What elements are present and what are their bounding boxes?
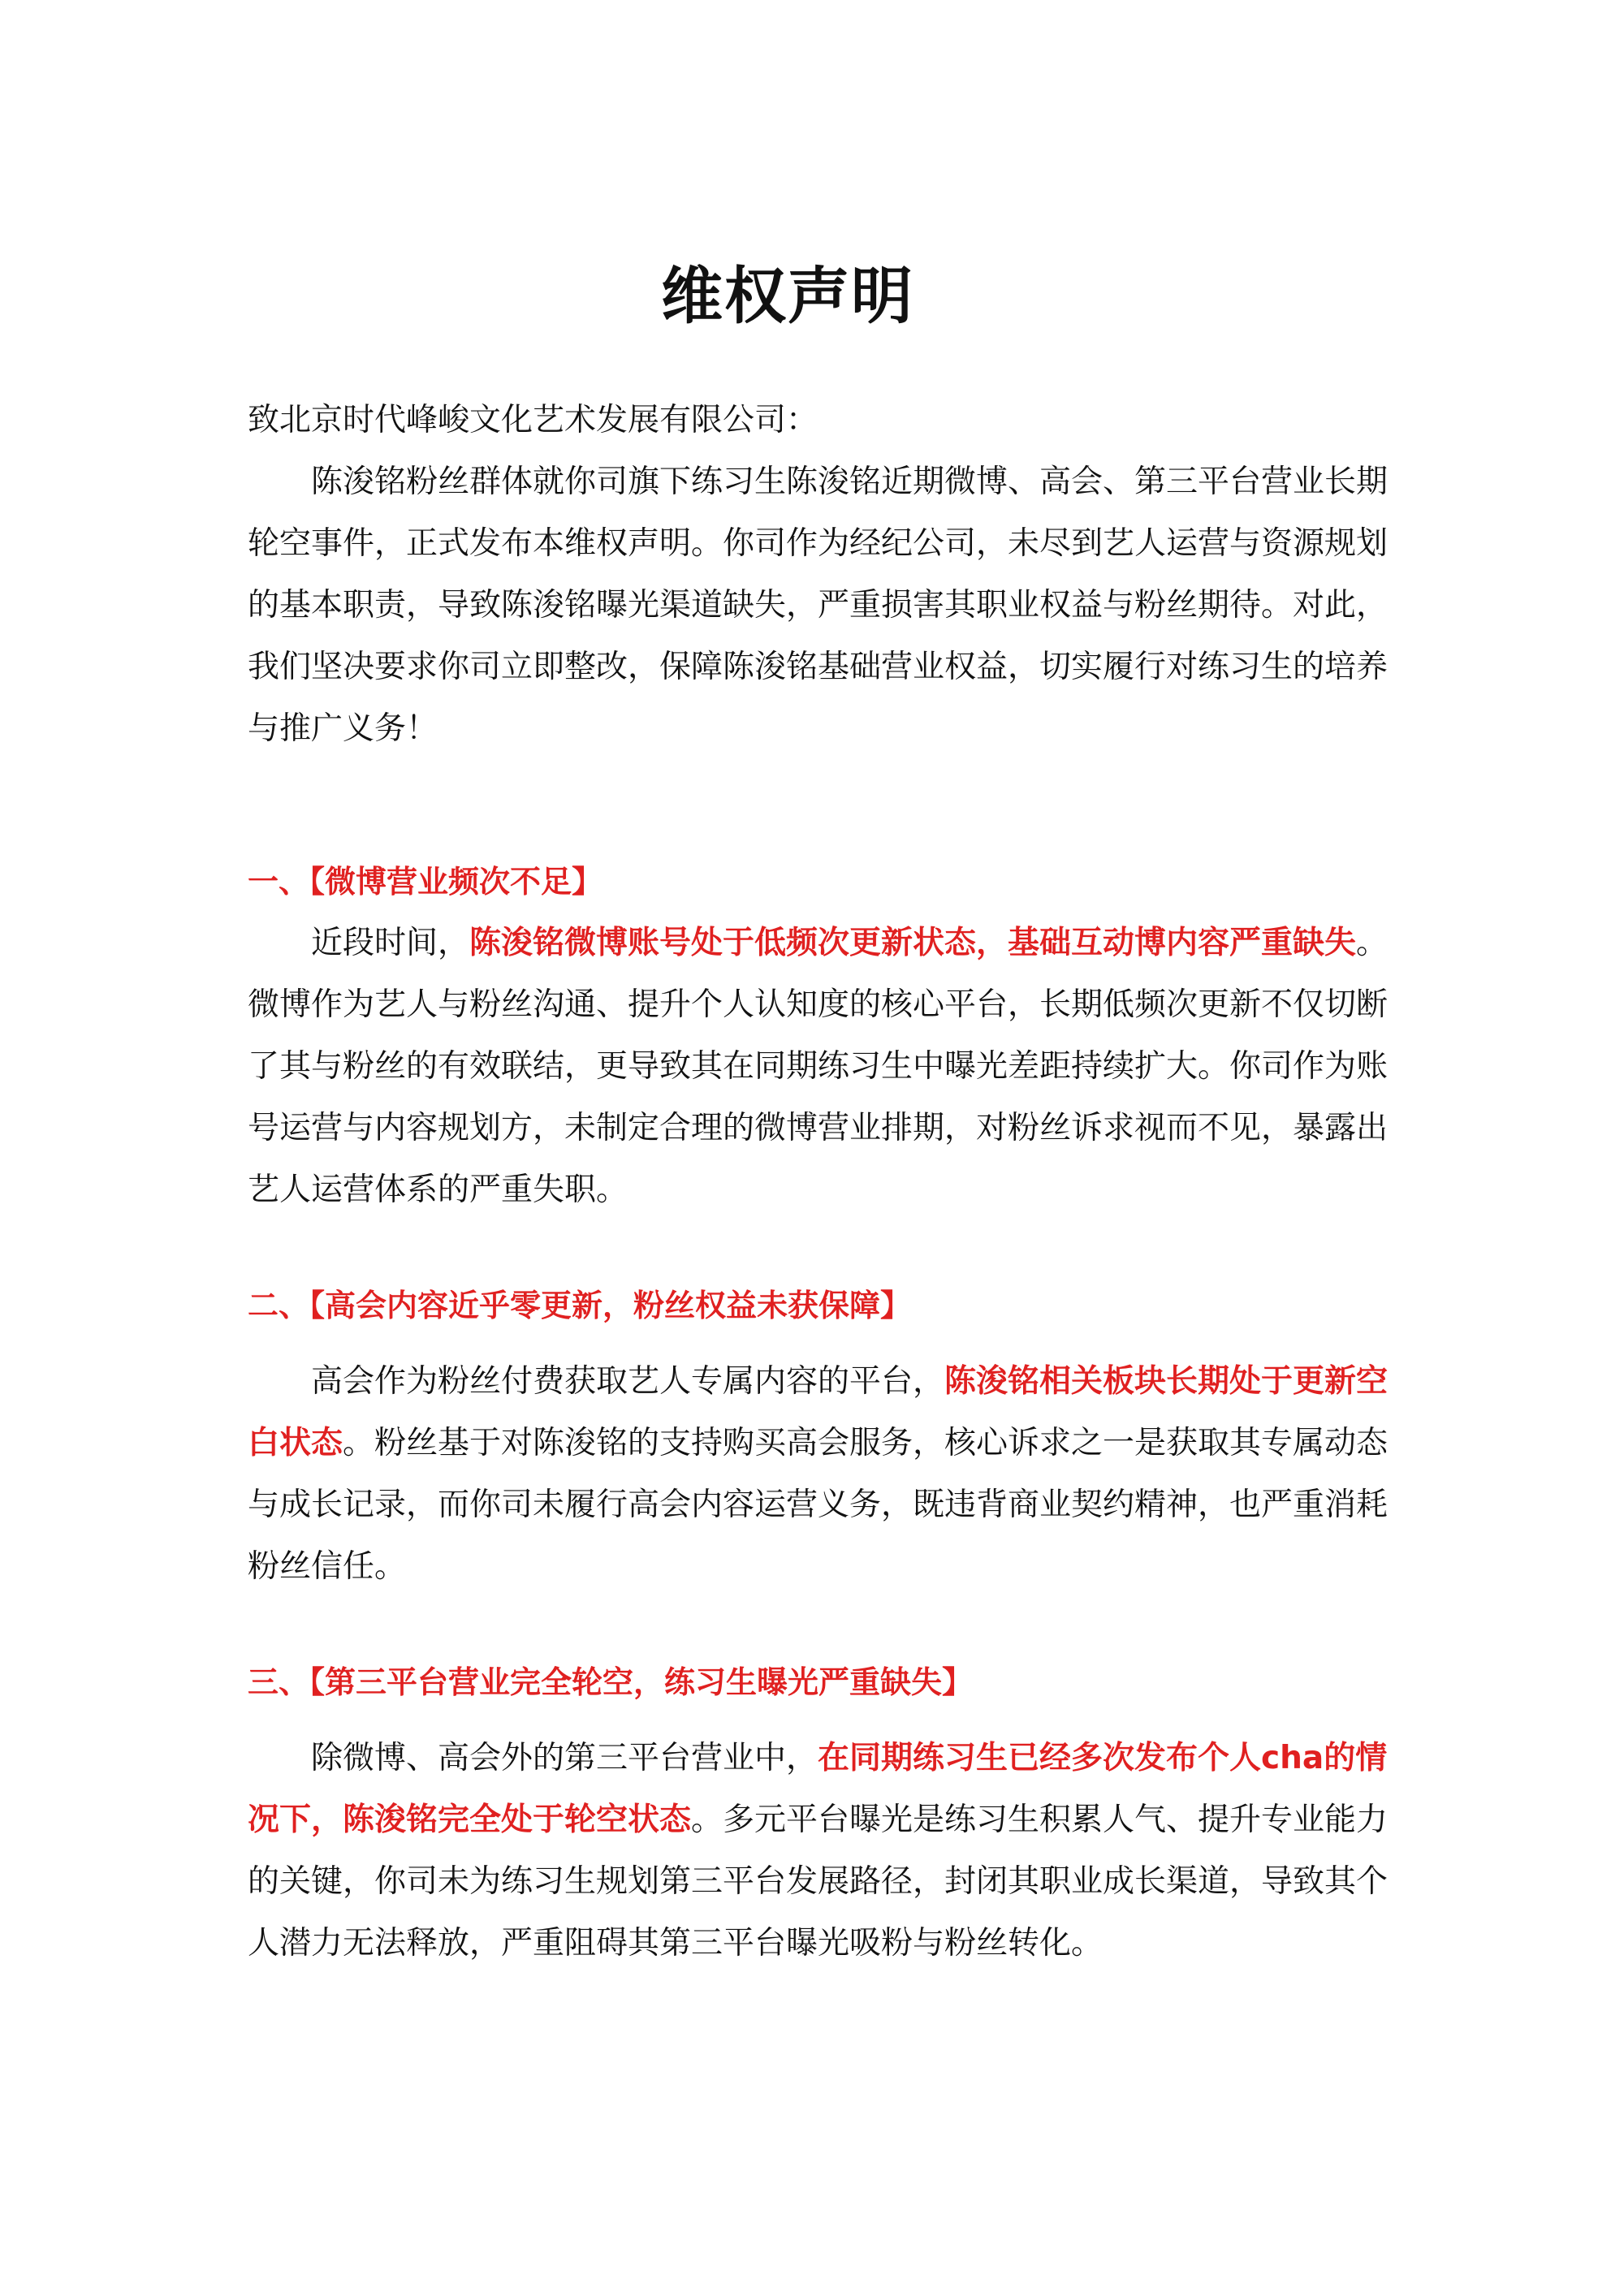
section-paragraph [248,913,1401,1221]
intro-paragraph: 陈浚铭粉丝群体就你司旗下练习生陈浚铭近期微博、高会、第三平台营业长期轮空事件，正式发布本维权声明。你司作为经纪公司，未尽到艺人运营与资源规划的基本职责，导致陈浚铭曝光渠道缺失，严重损害其职业权益与粉丝期待。对此，我们坚决要求你司立即整改，保障陈浚铭基础营业权益，切实履行对练习生的培养与推广义务！ [248,464,1389,747]
section-paragraph [248,1351,1401,1598]
section-heading: 二、【高会内容近乎零更新，粉丝权益未获保障】 [248,1288,912,1323]
addressee-line: 致北京时代峰峻文化艺术发展有限公司： [248,402,818,438]
section-text: 除微博、高会外的第三平台营业中， [311,1740,818,1776]
section-highlight: 陈浚铭微博账号处于低频次更新状态，基础互动博内容严重缺失 [469,925,1357,961]
section-heading: 三、【第三平台营业完全轮空，练习生曝光严重缺失】 [248,1664,974,1700]
section-text: 高会作为粉丝付费获取艺人专属内容的平台， [311,1363,945,1400]
section-text: 。粉丝基于对陈浚铭的支持购买高会服务，核心诉求之一是获取其专属动态与成长记录，而你司未履行高会内容运营义务，既违背商业契约精神，也严重消耗粉丝信任。 [248,1425,1389,1585]
spacer [248,1713,1401,1728]
spacer [248,1221,1401,1275]
section-paragraph [248,1728,1401,1974]
spacer [248,1336,1401,1351]
section-text: 近段时间， [311,925,470,961]
section-highlight: 在同期练习生已经多次发布个人cha的情况下，陈浚铭完全处于轮空状态 [248,1740,1388,1838]
section-text: 。多元平台曝光是练习生积累人气、提升专业能力的关键，你司未为练习生规划第三平台发展路径，封闭其职业成长渠道，导致其个人潜力无法释放，严重阻碍其第三平台曝光吸粉与粉丝转化。 [248,1802,1389,1962]
section-highlight: 陈浚铭相关板块长期处于更新空白状态 [248,1363,1389,1461]
spacer [248,760,1401,851]
document-title: 维权声明 [661,260,914,332]
spacer [248,1598,1401,1651]
document-body [248,390,1401,1974]
section-text: 。微博作为艺人与粉丝沟通、提升个人认知度的核心平台，长期低频次更新不仅切断了其与粉丝的有效联结，更导致其在同期练习生中曝光差距持续扩大。你司作为账号运营与内容规划方，未制定合理的微博营业排期，对粉丝诉求视而不见，暴露出艺人运营体系的严重失职。 [248,925,1389,1208]
section-heading: 一、【微博营业频次不足】 [248,864,603,900]
